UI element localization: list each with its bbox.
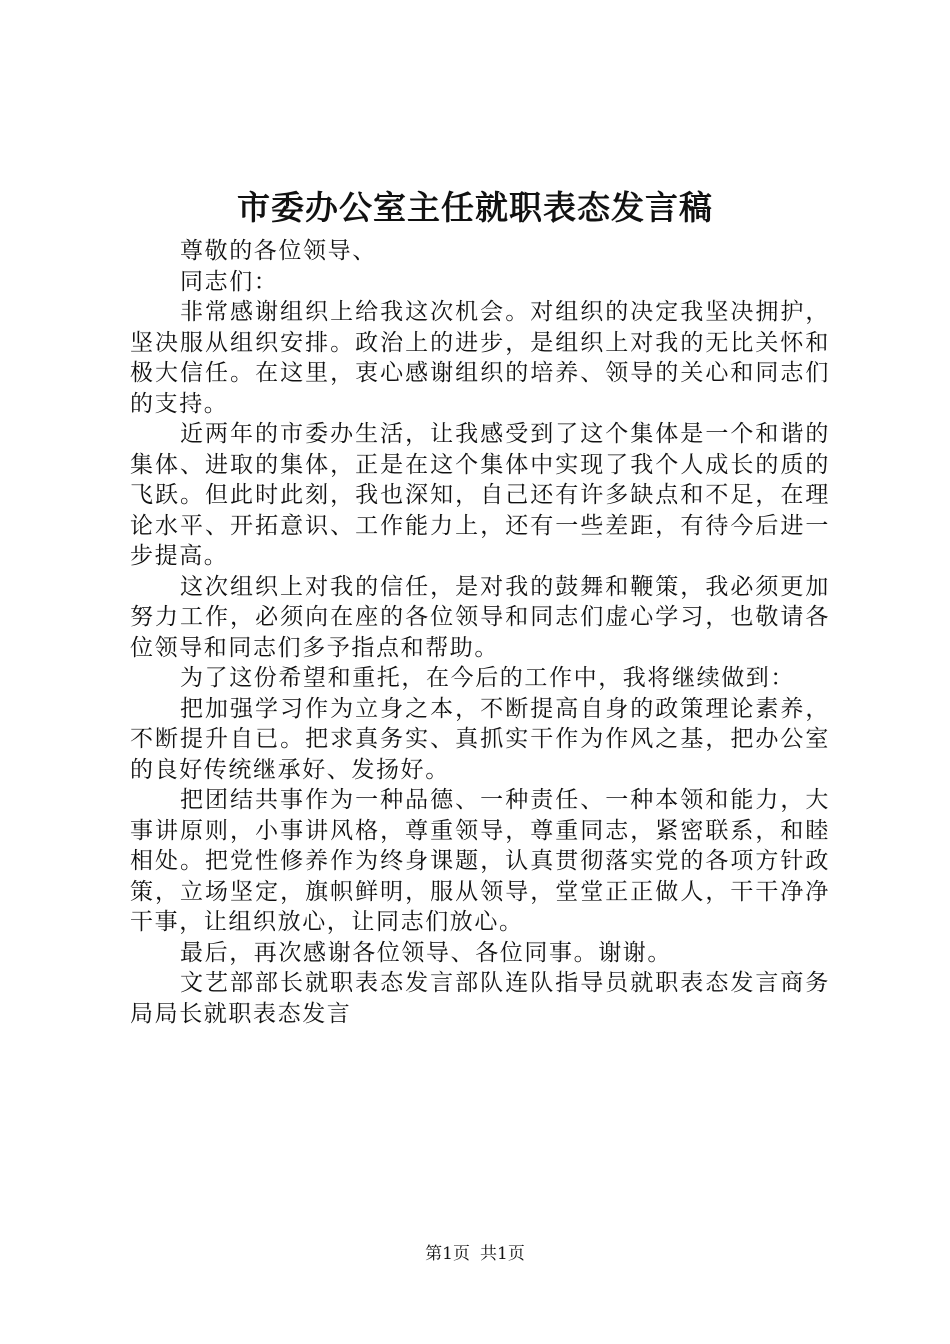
page-footer (0, 1242, 950, 1266)
page-number-current: 第1页 (425, 1244, 470, 1264)
document-body (130, 236, 830, 1029)
paragraph: 把加强学习作为立身之本，不断提高自身的政策理论素养，不断提升自已。把求真务实、真抓实干作为作风之基，把办公室的良好传统继承好、发扬好。 (130, 695, 830, 783)
related-links-text: 文艺部部长就职表态发言部队连队指导员就职表态发言商务局局长就职表态发言 (130, 970, 830, 1027)
salutation-line-1: 尊敬的各位领导、 (180, 238, 377, 264)
page-number-total: 共1页 (480, 1244, 525, 1264)
salutation-line-2: 同志们： (180, 268, 279, 295)
paragraph: 近两年的市委办生活，让我感受到了这个集体是一个和谐的集体、进取的集体，正是在这个集体中实现了我个人成长的质的飞跃。但此时此刻，我也深知，自己还有许多缺点和不足，在理论水平、开拓意识、工作能力上，还有一些差距，有待今后进一步提高。 (130, 421, 830, 569)
paragraph: 为了这份希望和重托，在今后的工作中，我将继续做到： (180, 665, 795, 691)
paragraph: 把团结共事作为一种品德、一种责任、一种本领和能力，大事讲原则，小事讲风格，尊重领导，尊重同志，紧密联系，和睦相处。把党性修养作为终身课题，认真贯彻落实党的各项方针政策，立场坚定，旗帜鲜明，服从领导，堂堂正正做人，干干净净干事，让组织放心，让同志们放心。 (130, 787, 830, 935)
paragraph: 这次组织上对我的信任，是对我的鼓舞和鞭策，我必须更加努力工作，必须向在座的各位领导和同志们虚心学习，也敬请各位领导和同志们多予指点和帮助。 (130, 573, 830, 661)
document-title: 市委办公室主任就职表态发言稿 (237, 188, 713, 227)
paragraph: 最后，再次感谢各位领导、各位同事。谢谢。 (180, 939, 672, 966)
paragraph: 非常感谢组织上给我这次机会。对组织的决定我坚决拥护，坚决服从组织安排。政治上的进步，是组织上对我的无比关怀和极大信任。在这里，衷心感谢组织的培养、领导的关心和同志们的支持。 (130, 299, 830, 417)
